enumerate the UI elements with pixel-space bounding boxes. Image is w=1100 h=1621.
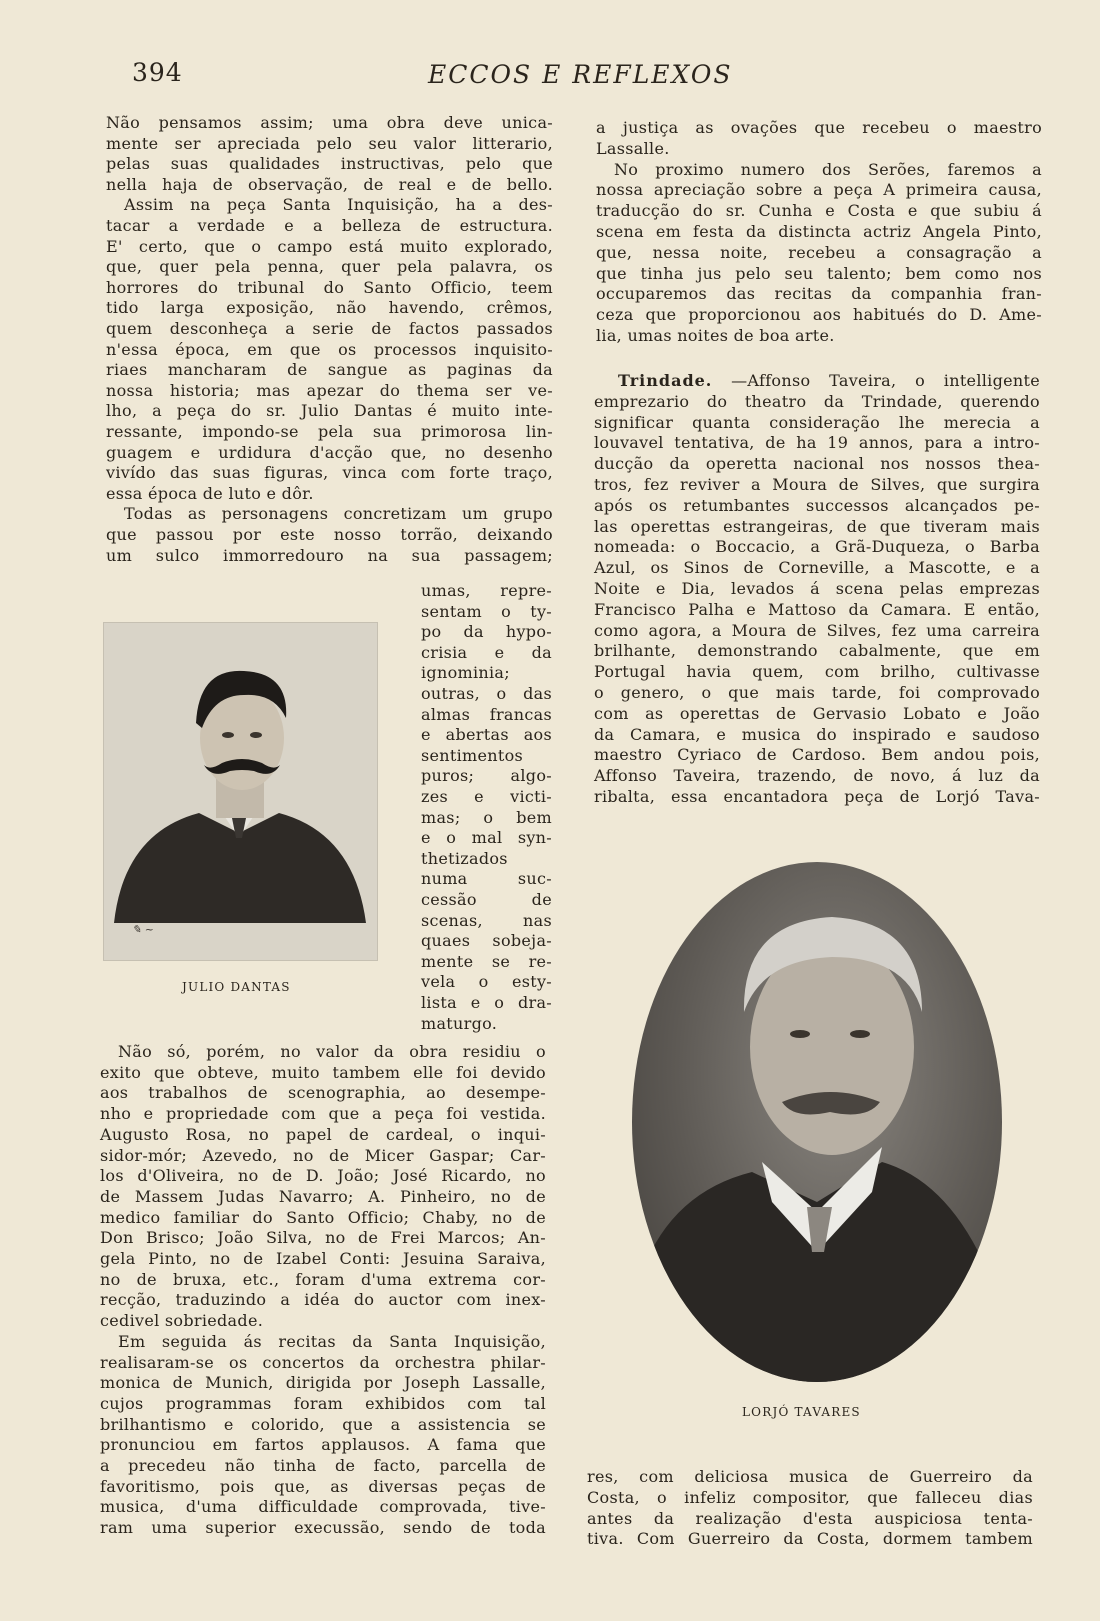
text-line: tacar a verdade e a belleza de estructura. xyxy=(106,216,553,235)
text-line: cujos programmas foram exhibidos com tal xyxy=(100,1393,546,1413)
text-line: de Massem Judas Navarro; A. Pinheiro, no de xyxy=(100,1186,546,1206)
text-line: Portugal havia quem, com brilho, cultivasse xyxy=(594,662,1040,682)
portrait-illustration xyxy=(104,623,377,960)
text-line: umas, repre- xyxy=(421,581,552,600)
text-line: após os retumbantes successos alcançados pe- xyxy=(594,495,1040,515)
text-line: que tinha jus pelo seu talento; bem como nos xyxy=(596,263,1042,283)
text-line: occuparemos das recitas da companhia fran- xyxy=(596,284,1042,304)
text-line: las operettas estrangeiras, de que tiveram mais xyxy=(594,516,1040,536)
text-line: Assim na peça Santa Inquisição, ha a des- xyxy=(124,195,553,215)
text-line: maturgo. xyxy=(421,1013,498,1033)
text-line: vela o esty- xyxy=(421,972,552,992)
text-line: scenas, nas xyxy=(421,910,552,930)
text-line: emprezario do theatro da Trindade, querendo xyxy=(594,391,1040,411)
text-line: guagem e urdidura d'acção que, no desenho xyxy=(106,442,553,462)
text-line: ducção da operetta nacional nos nossos thea- xyxy=(594,454,1040,474)
text-line: mente ser apreciada pelo seu valor litterario, xyxy=(106,133,553,153)
portrait-illustration xyxy=(632,862,1002,1382)
text-line: nossa historia; mas apezar do thema ser ve- xyxy=(106,380,553,400)
text-line: cedivel sobriedade. xyxy=(100,1311,264,1331)
text-line: que, quer pela penna, quer pela palavra, os xyxy=(106,257,553,277)
text-line: como agora, a Moura de Silves, fez uma carreira xyxy=(594,620,1040,640)
text-line: da Camara, e musica do inspirado e saudoso xyxy=(594,724,1040,744)
text-line: sidor-mór; Azevedo, no de Micer Gaspar; Car- xyxy=(100,1145,546,1165)
text-line: ram uma superior execussão, sendo de toda xyxy=(100,1518,546,1538)
text-line: e o mal syn- xyxy=(421,828,552,848)
text-line: horrores do tribunal do Santo Officio, teem xyxy=(106,277,553,297)
running-title: ECCOS E REFLEXOS xyxy=(428,60,733,89)
text-line: nho e propriedade com que a peça foi vestida. xyxy=(100,1104,546,1124)
text-line: significar quanta consideração lhe merecia a xyxy=(594,412,1040,432)
text-line: thetizados xyxy=(421,848,508,868)
text-line: e abertas aos xyxy=(421,725,552,745)
text-line: ribalta, essa encantadora peça de Lorjó Tava- xyxy=(594,787,1040,806)
text-line: antes da realização d'esta auspiciosa tenta- xyxy=(587,1508,1033,1528)
text-line: mas; o bem xyxy=(421,807,552,827)
text-line: nella haja de observação, de real e de bello. xyxy=(106,174,553,194)
text-line: que, nessa noite, recebeu a consagração a xyxy=(596,242,1042,262)
text-line: favoritismo, pois que, as diversas peças de xyxy=(100,1476,546,1496)
text-line: no de bruxa, etc., foram d'uma extrema cor- xyxy=(100,1269,546,1289)
text-line: n'essa época, em que os processos inquisito- xyxy=(106,339,553,359)
text-line: Não só, porém, no valor da obra residiu o xyxy=(118,1042,546,1061)
text-line: tiva. Com Guerreiro da Costa, dormem tambem xyxy=(587,1529,1033,1549)
text-line: quem desconheça a serie de factos passados xyxy=(106,319,553,338)
text-line: Noite e Dia, levados á scena pelas emprezas xyxy=(594,579,1040,598)
text-line: aos trabalhos de scenographia, ao desempe- xyxy=(100,1083,546,1103)
text-line: a justiça as ovações que recebeu o maestro xyxy=(596,118,1042,137)
text-line: quaes sobeja- xyxy=(421,931,552,951)
text-line: maestro Cyriaco de Cardoso. Bem andou pois, xyxy=(594,745,1040,765)
text-line: E' certo, que o campo está muito explorado, xyxy=(106,236,553,256)
text-line: po da hypo- xyxy=(421,622,552,642)
text-line: ignominia; xyxy=(421,663,510,683)
text-line: Costa, o infeliz compositor, que falleceu dias xyxy=(587,1487,1033,1507)
text-line: riaes mancharam de sangue as paginas da xyxy=(106,360,553,380)
text-line-rest: —Affonso Taveira, o intelligente xyxy=(712,371,1040,390)
lorjo-tavares-portrait xyxy=(632,862,1002,1382)
text-line: No proximo numero dos Serões, faremos a xyxy=(614,159,1042,179)
text-line: Todas as personagens concretizam um grupo xyxy=(124,504,553,524)
text-line: com as operettas de Gervasio Lobato e João xyxy=(594,703,1040,723)
text-line: res, com deliciosa musica de Guerreiro da xyxy=(587,1467,1033,1486)
text-line: monica de Munich, dirigida por Joseph Lassalle, xyxy=(100,1373,546,1393)
text-line: exito que obteve, muito tambem elle foi devido xyxy=(100,1062,546,1082)
text-line: ceza que proporcionou aos habitués do D. Ame- xyxy=(596,305,1042,325)
text-line: nossa apreciação sobre a peça A primeira causa, xyxy=(596,180,1042,200)
text-line: zes e victi- xyxy=(421,787,552,806)
text-line: musica, d'uma difficuldade comprovada, tive- xyxy=(100,1497,546,1517)
text-line: Francisco Palha e Mattoso da Camara. E então, xyxy=(594,599,1040,619)
text-line: realisaram-se os concertos da orchestra philar- xyxy=(100,1352,546,1372)
text-line: gela Pinto, no de Izabel Conti: Jesuina Saraiva, xyxy=(100,1249,546,1268)
julio-dantas-portrait xyxy=(103,622,378,961)
text-line: recção, traduzindo a idéa do auctor com inex- xyxy=(100,1290,546,1310)
text-line: tros, fez reviver a Moura de Silves, que surgira xyxy=(594,475,1040,494)
text-line: numa suc- xyxy=(421,869,552,889)
text-line xyxy=(618,370,1040,391)
text-line: nomeada: o Boccacio, a Grã-Duqueza, o Barba xyxy=(594,537,1040,557)
text-line: ressante, impondo-se pela sua primorosa lin- xyxy=(106,422,553,441)
text-line: outras, o das xyxy=(421,684,552,703)
text-line: tido larga exposição, não havendo, crêmos, xyxy=(106,298,553,318)
text-line: que passou por este nosso torrão, deixando xyxy=(106,525,553,544)
text-line: a precedeu não tinha de facto, parcella de xyxy=(100,1456,546,1475)
text-line: Augusto Rosa, no papel de cardeal, o inqui- xyxy=(100,1124,546,1144)
text-line: los d'Oliveira, no de D. João; José Ricardo, no xyxy=(100,1166,546,1186)
text-line: lho, a peça do sr. Julio Dantas é muito inte- xyxy=(106,401,553,421)
text-line: traducção do sr. Cunha e Costa e que subiu á xyxy=(596,201,1042,221)
text-line: puros; algo- xyxy=(421,766,552,786)
text-line: cessão de xyxy=(421,890,552,909)
text-line: o genero, o que mais tarde, foi comprovado xyxy=(594,683,1040,702)
caption-lorjo-tavares: LORJÓ TAVARES xyxy=(742,1405,861,1419)
text-line: scena em festa da distincta actriz Angela Pinto, xyxy=(596,222,1042,241)
text-line: lista e o dra- xyxy=(421,993,552,1012)
text-line: um sulco immorredouro na sua passagem; xyxy=(106,545,553,565)
text-line: pelas suas qualidades instructivas, pelo que xyxy=(106,154,553,174)
text-line: Lassalle. xyxy=(596,138,670,158)
text-line: essa época de luto e dôr. xyxy=(106,483,314,503)
page-number: 394 xyxy=(132,58,183,87)
text-line: vivído das suas figuras, vinca com forte traço, xyxy=(106,463,553,483)
caption-julio-dantas: JULIO DANTAS xyxy=(182,980,291,994)
text-line: brilhantismo e colorido, que a assistencia se xyxy=(100,1414,546,1434)
text-line: Affonso Taveira, trazendo, de novo, á luz da xyxy=(594,766,1040,786)
section-heading-trindade: Trindade. xyxy=(618,371,713,390)
text-line: Não pensamos assim; uma obra deve unica- xyxy=(106,113,553,132)
text-line: mente se re- xyxy=(421,951,552,971)
text-line: lia, umas noites de boa arte. xyxy=(596,326,835,345)
text-line: crisia e da xyxy=(421,642,552,662)
text-line: medico familiar do Santo Officio; Chaby, no de xyxy=(100,1207,546,1227)
text-line: pronunciou em fartos applausos. A fama que xyxy=(100,1435,546,1455)
text-line: almas francas xyxy=(421,704,552,724)
text-line: brilhante, demonstrando cabalmente, que em xyxy=(594,641,1040,661)
text-line: Azul, os Sinos de Corneville, a Mascotte, e a xyxy=(594,558,1040,578)
photographer-signature: ✎ ~ xyxy=(132,923,154,936)
text-line: Don Brisco; João Silva, no de Frei Marcos; An- xyxy=(100,1228,546,1248)
text-line: sentam o ty- xyxy=(421,601,552,621)
text-line: Em seguida ás recitas da Santa Inquisição, xyxy=(118,1331,546,1351)
text-line: sentimentos xyxy=(421,745,524,765)
text-line: louvavel tentativa, de ha 19 annos, para a intro- xyxy=(594,433,1040,453)
